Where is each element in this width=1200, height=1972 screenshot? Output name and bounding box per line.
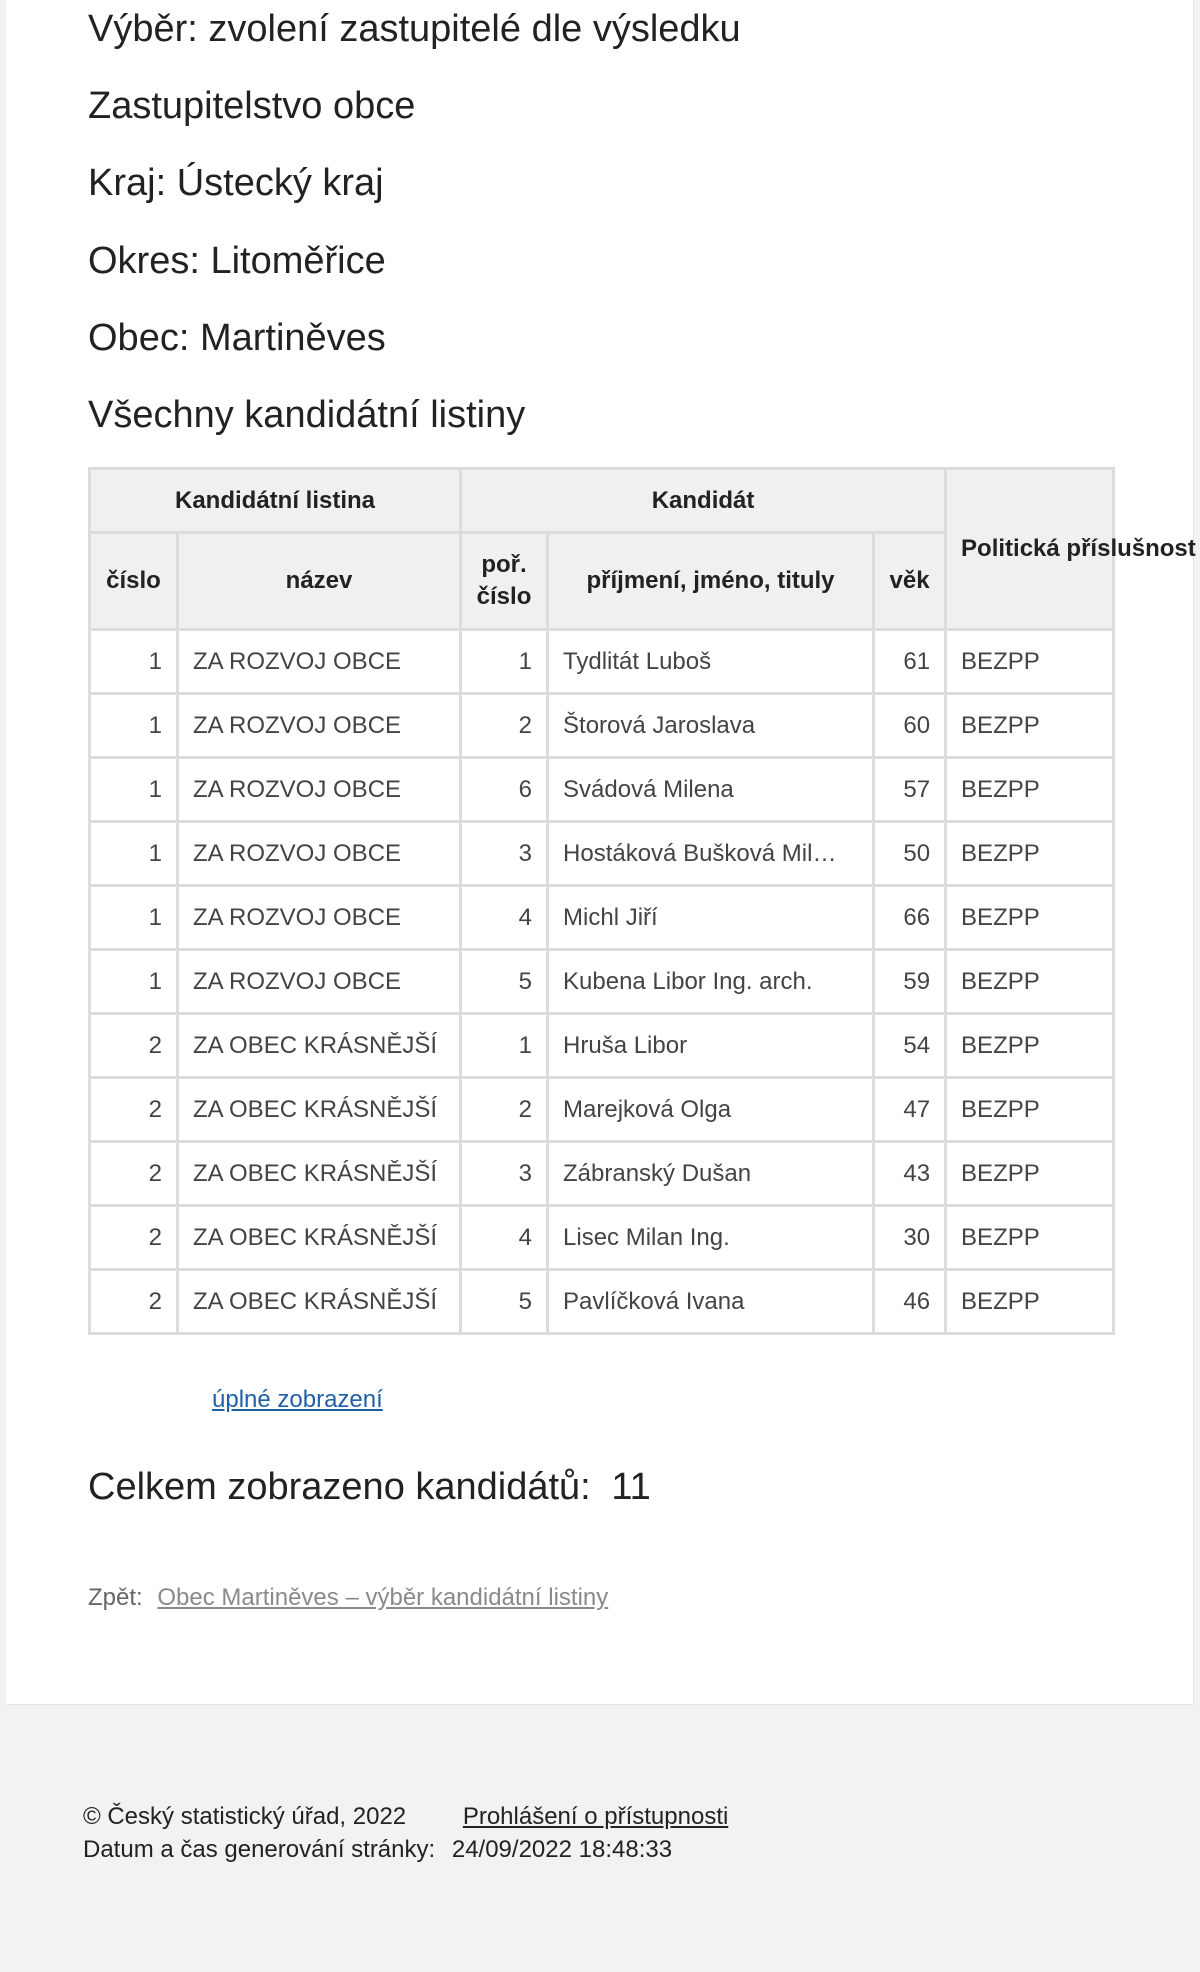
affiliation-cell: BEZPP — [946, 886, 1114, 950]
order-number-cell: 2 — [461, 694, 548, 758]
affiliation-header: Politická příslušnost — [946, 469, 1114, 630]
list-name-cell: ZA ROZVOJ OBCE — [178, 886, 461, 950]
region-heading: Kraj: Ústecký kraj — [88, 162, 384, 204]
candidate-list-group-header: Kandidátní listina — [90, 469, 461, 533]
age-cell: 47 — [874, 1078, 946, 1142]
age-cell: 46 — [874, 1270, 946, 1334]
age-cell: 59 — [874, 950, 946, 1014]
elected-candidates-table — [88, 467, 1196, 1335]
lists-heading: Všechny kandidátní listiny — [88, 394, 526, 436]
candidate-name-cell: Zábranský Dušan — [548, 1142, 874, 1206]
full-view-link[interactable]: úplné zobrazení — [212, 1386, 383, 1413]
age-cell: 57 — [874, 758, 946, 822]
order-number-header-line2: číslo — [476, 583, 532, 610]
list-number-cell: 2 — [90, 1142, 178, 1206]
table-row — [90, 630, 1114, 694]
total-candidates-value: 11 — [611, 1466, 651, 1508]
table-row — [90, 1206, 1114, 1270]
affiliation-cell: BEZPP — [946, 1142, 1114, 1206]
list-number-cell: 1 — [90, 822, 178, 886]
order-number-cell: 3 — [461, 822, 548, 886]
candidate-name-cell: Pavlíčková Ivana — [548, 1270, 874, 1334]
list-name-cell: ZA OBEC KRÁSNĚJŠÍ — [178, 1014, 461, 1078]
list-number-cell: 1 — [90, 950, 178, 1014]
selection-heading: Výběr: zvolení zastupitelé dle výsledku — [88, 8, 741, 50]
list-name-cell: ZA ROZVOJ OBCE — [178, 694, 461, 758]
copyright-text: © Český statistický úřad, 2022 — [83, 1803, 407, 1830]
affiliation-cell: BEZPP — [946, 758, 1114, 822]
footer-line-2 — [83, 1833, 728, 1866]
candidate-name-cell: Hostáková Bušková Mil… — [548, 822, 874, 886]
accessibility-statement-link[interactable]: Prohlášení o přístupnosti — [462, 1803, 729, 1830]
order-number-cell: 4 — [461, 1206, 548, 1270]
candidate-name-cell: Tydlitát Luboš — [548, 630, 874, 694]
total-candidates-label: Celkem zobrazeno kandidátů: — [88, 1466, 591, 1508]
age-cell: 43 — [874, 1142, 946, 1206]
candidate-name-cell: Lisec Milan Ing. — [548, 1206, 874, 1270]
table-row — [90, 1014, 1114, 1078]
table-row — [90, 950, 1114, 1014]
order-number-cell: 1 — [461, 630, 548, 694]
list-name-cell: ZA OBEC KRÁSNĚJŠÍ — [178, 1078, 461, 1142]
age-cell: 30 — [874, 1206, 946, 1270]
order-number-cell: 4 — [461, 886, 548, 950]
age-cell: 54 — [874, 1014, 946, 1078]
order-number-cell: 5 — [461, 950, 548, 1014]
table-row — [90, 822, 1114, 886]
list-number-cell: 1 — [90, 758, 178, 822]
back-label: Zpět: — [88, 1584, 143, 1611]
candidate-name-cell: Hruša Libor — [548, 1014, 874, 1078]
generated-datetime: 24/09/2022 18:48:33 — [451, 1836, 673, 1863]
order-number-cell: 2 — [461, 1078, 548, 1142]
order-number-cell: 5 — [461, 1270, 548, 1334]
candidate-name-cell: Michl Jiří — [548, 886, 874, 950]
candidate-name-cell: Svádová Milena — [548, 758, 874, 822]
table-row — [90, 1078, 1114, 1142]
list-number-cell: 2 — [90, 1270, 178, 1334]
list-number-cell: 1 — [90, 630, 178, 694]
age-cell: 66 — [874, 886, 946, 950]
list-name-cell: ZA OBEC KRÁSNĚJŠÍ — [178, 1142, 461, 1206]
order-number-header — [461, 533, 548, 630]
list-number-cell: 2 — [90, 1078, 178, 1142]
back-navigation — [88, 1584, 608, 1612]
age-cell: 60 — [874, 694, 946, 758]
council-heading: Zastupitelstvo obce — [88, 85, 416, 127]
candidate-name-cell: Kubena Libor Ing. arch. — [548, 950, 874, 1014]
list-name-cell: ZA ROZVOJ OBCE — [178, 822, 461, 886]
table-row — [90, 1142, 1114, 1206]
order-number-cell: 6 — [461, 758, 548, 822]
page-footer — [83, 1800, 728, 1866]
candidate-name-cell: Štorová Jaroslava — [548, 694, 874, 758]
order-number-cell: 3 — [461, 1142, 548, 1206]
affiliation-cell: BEZPP — [946, 950, 1114, 1014]
candidate-group-header: Kandidát — [461, 469, 946, 533]
list-name-header: název — [178, 533, 461, 630]
affiliation-cell: BEZPP — [946, 694, 1114, 758]
back-link[interactable]: Obec Martiněves – výběr kandidátní listiny — [157, 1584, 609, 1611]
affiliation-cell: BEZPP — [946, 822, 1114, 886]
total-candidates — [88, 1466, 651, 1509]
candidate-name-cell: Marejková Olga — [548, 1078, 874, 1142]
affiliation-cell: BEZPP — [946, 1270, 1114, 1334]
age-cell: 50 — [874, 822, 946, 886]
municipality-heading: Obec: Martiněves — [88, 317, 386, 359]
affiliation-cell: BEZPP — [946, 1206, 1114, 1270]
table-row — [90, 1270, 1114, 1334]
list-number-cell: 2 — [90, 1014, 178, 1078]
table-row — [90, 694, 1114, 758]
list-name-cell: ZA ROZVOJ OBCE — [178, 630, 461, 694]
list-name-cell: ZA ROZVOJ OBCE — [178, 950, 461, 1014]
affiliation-cell: BEZPP — [946, 630, 1114, 694]
age-cell: 61 — [874, 630, 946, 694]
list-name-cell: ZA OBEC KRÁSNĚJŠÍ — [178, 1206, 461, 1270]
age-header: věk — [874, 533, 946, 630]
district-heading: Okres: Litoměřice — [88, 240, 386, 282]
list-number-cell: 1 — [90, 694, 178, 758]
full-name-header: příjmení, jméno, tituly — [548, 533, 874, 630]
table-row — [90, 758, 1114, 822]
order-number-header-line1: poř. — [481, 551, 527, 578]
generated-label: Datum a čas generování stránky: — [83, 1836, 436, 1863]
affiliation-cell: BEZPP — [946, 1014, 1114, 1078]
list-name-cell: ZA ROZVOJ OBCE — [178, 758, 461, 822]
affiliation-cell: BEZPP — [946, 1078, 1114, 1142]
list-name-cell: ZA OBEC KRÁSNĚJŠÍ — [178, 1270, 461, 1334]
list-number-cell: 1 — [90, 886, 178, 950]
footer-line-1 — [83, 1800, 728, 1833]
list-number-cell: 2 — [90, 1206, 178, 1270]
list-number-header: číslo — [90, 533, 178, 630]
table-row — [90, 886, 1114, 950]
order-number-cell: 1 — [461, 1014, 548, 1078]
